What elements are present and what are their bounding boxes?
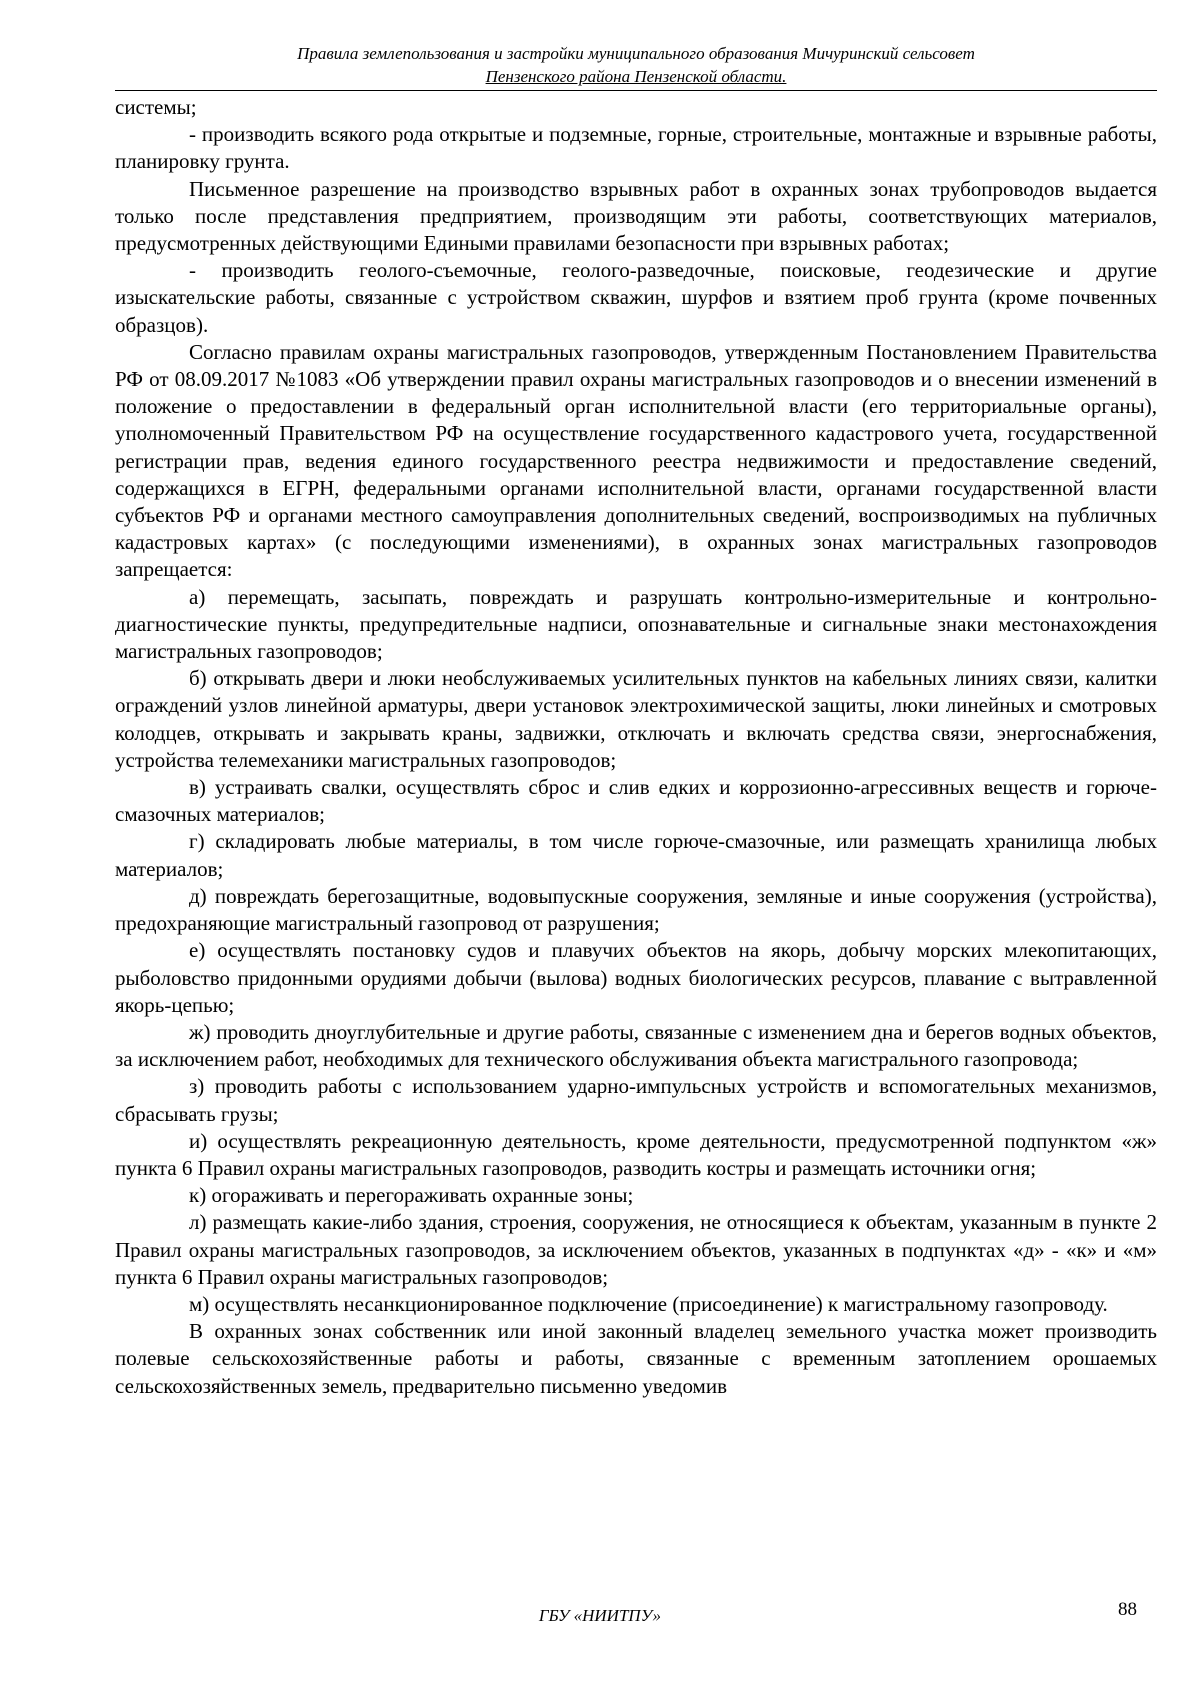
list-item: и) осуществлять рекреационную деятельность, кроме деятельности, предусмотренной подпунктом «ж» пункта 6 Правил охраны магистральных газопроводов, разводить костры и размещать источники огня; (115, 1128, 1157, 1180)
header-title-line2: Пензенского района Пензенской области. (485, 67, 787, 86)
paragraph: Письменное разрешение на производство взрывных работ в охранных зонах трубопроводов выдается только после представления предприятием, производящим эти работы, соответствующих материалов, предусмотренных действующими Едиными правилами безопасности при взрывных работах; (115, 176, 1157, 256)
paragraph: В охранных зонах собственник или иной законный владелец земельного участка может производить полевые сельскохозяйственные работы и работы, связанные с временным затоплением орошаемых сельскохозяйственных земель, предварительно письменно уведомив (115, 1319, 1157, 1398)
list-item: г) складировать любые материалы, в том числе горюче-смазочные, или размещать хранилища любых материалов; (115, 829, 1157, 881)
list-item: д) повреждать берегозащитные, водовыпускные сооружения, земляные и иные сооружения (устройства), предохраняющие магистральный газопровод от разрушения; (115, 883, 1157, 936)
paragraph-continuation: системы; (115, 95, 197, 119)
page-number: 88 (1118, 1599, 1137, 1620)
list-item: в) устраивать свалки, осуществлять сброс и слив едких и коррозионно-агрессивных веществ и горюче-смазочных материалов; (115, 775, 1157, 827)
list-item: е) осуществлять постановку судов и плавучих объектов на якорь, добычу морских млекопитающих, рыболовство придонными орудиями добычи (вылова) водных биологических ресурсов, плавание с вытравленной якорь-цепью; (115, 938, 1157, 1017)
footer-organization: ГБУ «НИИТПУ» (538, 1606, 662, 1625)
paragraph: - производить всякого рода открытые и подземные, горные, строительные, монтажные и взрывные работы, планировку грунта. (115, 122, 1157, 174)
list-item: м) осуществлять несанкционированное подключение (присоединение) к магистральному газопроводу. (189, 1291, 1108, 1316)
running-header (115, 42, 1157, 88)
list-item: з) проводить работы с использованием ударно-импульсных устройств и вспомогательных механизмов, сбрасывать грузы; (115, 1074, 1157, 1126)
list-item: л) размещать какие-либо здания, строения, сооружения, не относящиеся к объектам, указанным в пункте 2 Правил охраны магистральных газопроводов, за исключением объектов, указанных в подпунктах «д» - «к» и «м» пункта 6 Правил охраны магистральных газопроводов; (115, 1210, 1157, 1289)
header-divider (115, 90, 1157, 91)
list-item: б) открывать двери и люки необслуживаемых усилительных пунктов на кабельных линиях связи, калитки ограждений узлов линейной арматуры, двери установок электрохимической защиты, люки линейных и смотровых колодцев, открывать и закрывать краны, задвижки, отключать и включать средства связи, энергоснабжения, устройства телемеханики магистральных газопроводов; (115, 666, 1157, 772)
list-item: ж) проводить дноуглубительные и другие работы, связанные с изменением дна и берегов водных объектов, за исключением работ, необходимых для технического обслуживания объекта магистрального газопровода; (115, 1019, 1157, 1072)
list-item: к) огораживать и перегораживать охранные зоны; (189, 1183, 634, 1208)
paragraph: Согласно правилам охраны магистральных газопроводов, утвержденным Постановлением Правительства РФ от 08.09.2017 №1083 «Об утверждении правил охраны магистральных газопроводов и о внесении изменений в положение о предоставлении в федеральный орган исполнительной власти (его территориальные органы), уполномоченный Правительством РФ на осуществление государственного кадастрового учета, государственной регистрации прав, ведения единого государственного реестра недвижимости и предоставление сведений, содержащихся в ЕГРН, федеральными органами исполнительной власти, органами государственной власти субъектов РФ и органами местного самоуправления дополнительных сведений, воспроизводимых на публичных кадастровых картах» (с последующими изменениями), в охранных зонах магистральных газопроводов запрещается: (115, 339, 1157, 582)
paragraph: - производить геолого-съемочные, геолого-разведочные, поисковые, геодезические и другие изыскательские работы, связанные с устройством скважин, шурфов и взятием проб грунта (кроме почвенных образцов). (115, 258, 1157, 337)
header-title-line1: Правила землепользования и застройки муниципального образования Мичуринский сельсовет (297, 44, 975, 63)
list-item: а) перемещать, засыпать, повреждать и разрушать контрольно-измерительные и контрольно-диагностические пункты, предупредительные надписи, опознавательные и сигнальные знаки местонахождения магистральных газопроводов; (115, 584, 1157, 664)
document-body (115, 94, 1157, 1400)
